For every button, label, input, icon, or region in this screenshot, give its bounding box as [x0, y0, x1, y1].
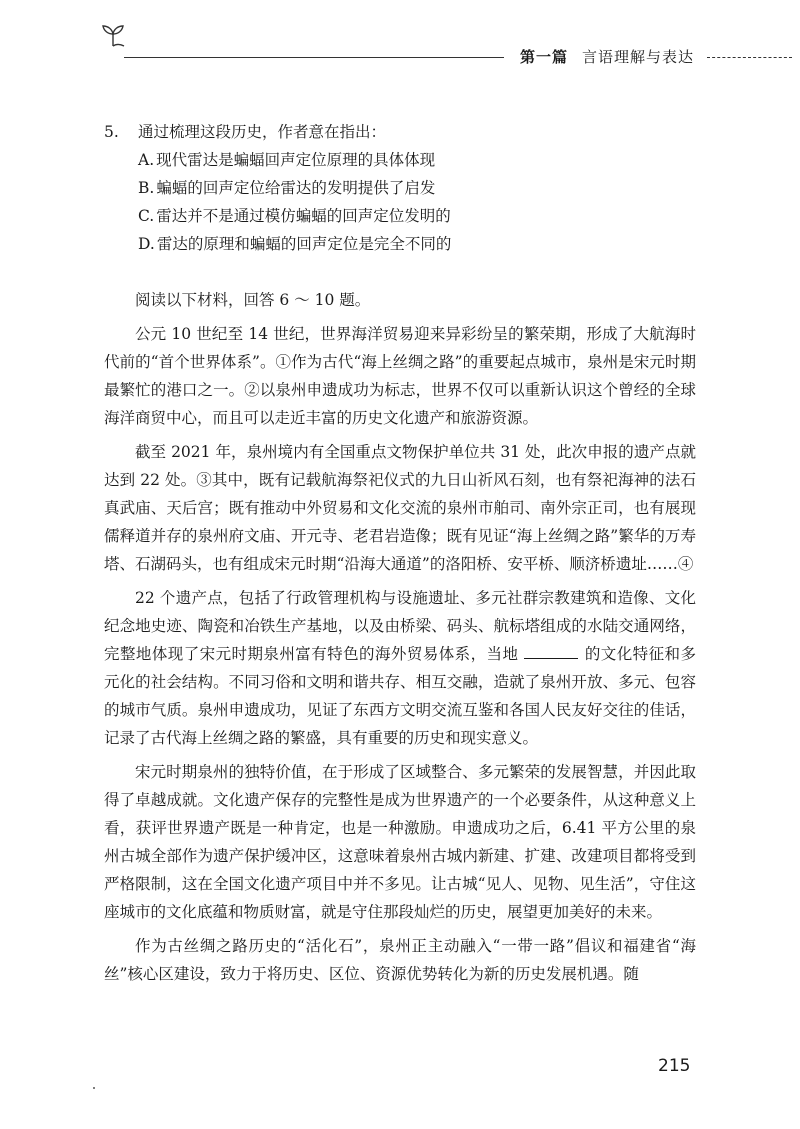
option-text: 雷达并不是通过模仿蝙蝠的回声定位发明的: [156, 207, 451, 225]
sprout-icon: [100, 22, 126, 48]
question-5: [104, 118, 696, 258]
question-text: 通过梳理这段历史，作者意在指出：: [138, 123, 387, 141]
header-rule-left: [124, 57, 504, 58]
passage-paragraph-3: [104, 584, 696, 752]
question-stem: [104, 118, 696, 146]
option-b: [104, 174, 696, 202]
passage-paragraph-4: 宋元时期泉州的独特价值，在于形成了区域整合、多元繁荣的发展智慧，并因此取得了卓越成就。文化遗产保存的完整性是成为世界遗产的一个必要条件，从这种意义上看，获评世界遗产既是一种肯定，也是一种激励。申遗成功之后，6.41 平方公里的泉州古城全部作为遗产保护缓冲区，这意味着泉州古城内新建、扩建、改建项目都将受到严格限制，这在全国文化遗产项目中并不多见。让古城“见人、见物、见生活”，守住这座城市的文化底蕴和物质财富，就是守住那段灿烂的历史，展望更加美好的未来。: [104, 763, 696, 921]
reading-intro: 阅读以下材料，回答 6 ～ 10 题。: [135, 291, 371, 309]
page-content: [104, 118, 696, 994]
passage-paragraph-5: 作为古丝绸之路历史的“活化石”，泉州正主动融入“一带一路”倡议和福建省“海丝”核心区建设，致力于将历史、区位、资源优势转化为新的历史发展机遇。随: [104, 937, 696, 983]
passage-paragraph-1: 公元 10 世纪至 14 世纪，世界海洋贸易迎来异彩纷呈的繁荣期，形成了大航海时代前的“首个世界体系”。①作为古代“海上丝绸之路”的重要起点城市，泉州是宋元时期最繁忙的港口之一。②以泉州申遗成功为标志，世界不仅可以重新认识这个曾经的全球海洋商贸中心，而且可以走近丰富的历史文化遗产和旅游资源。: [104, 325, 696, 427]
option-text: 雷达的原理和蝙蝠的回声定位是完全不同的: [156, 235, 452, 253]
paragraph-3-before-blank: 22 个遗产点，包括了行政管理机构与设施遗址、多元社群宗教建筑和造像、文化纪念地史迹、陶瓷和冶铁生产基地，以及由桥梁、码头、航标塔组成的水陆交通网络，完整地体现了宋元时期泉州富有特色的海外贸易体系，当地: [104, 589, 696, 663]
option-d: [104, 230, 696, 258]
option-text: 现代雷达是蝙蝠回声定位原理的具体体现: [156, 151, 436, 169]
option-letter: A.: [138, 151, 155, 169]
header-rule-right: [707, 57, 792, 58]
question-number: 5.: [104, 123, 119, 141]
option-letter: D.: [138, 235, 155, 253]
header-part-label: 第一篇: [520, 48, 569, 66]
fill-in-blank: [524, 644, 578, 659]
header-title: [520, 46, 694, 67]
passage-paragraph-2: 截至 2021 年，泉州境内有全国重点文物保护单位共 31 处，此次申报的遗产点就达到 22 处。③其中，既有记载航海祭祀仪式的九日山祈风石刻，也有祭祀海神的法石真武庙、天后宫；既有推动中外贸易和文化交流的泉州市舶司、南外宗正司，也有展现儒释道并存的泉州府文庙、开元寺、老君岩造像；既有见证“海上丝绸之路”繁华的万寿塔、石湖码头，也有组成宋元时期“沿海大通道”的洛阳桥、安平桥、顺济桥遗址……④: [104, 443, 696, 573]
option-a: [104, 146, 696, 174]
page-number: 215: [658, 1056, 691, 1076]
scan-speck: [93, 1087, 95, 1089]
page-header: [0, 0, 800, 80]
option-text: 蝙蝠的回声定位给雷达的发明提供了启发: [156, 179, 436, 197]
option-letter: B.: [138, 179, 155, 197]
paragraph-3-after-blank: 的文化特征和多元化的社会结构。不同习俗和文明和谐共存、相互交融，造就了泉州开放、多元、包容的城市气质。泉州申遗成功，见证了东西方文明交流互鉴和各国人民友好交往的佳话，记录了古代海上丝绸之路的繁盛，具有重要的历史和现实意义。: [104, 645, 696, 747]
header-section-title: 言语理解与表达: [582, 48, 695, 66]
option-c: [104, 202, 696, 230]
option-letter: C.: [138, 207, 155, 225]
